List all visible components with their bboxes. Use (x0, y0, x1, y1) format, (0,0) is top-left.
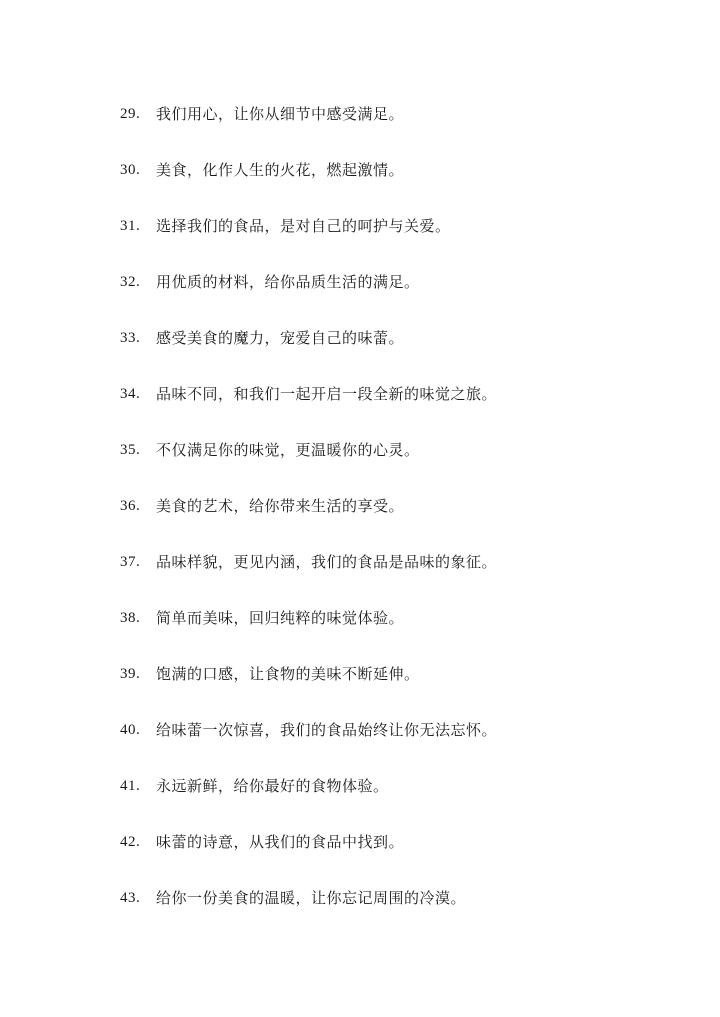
item-number: 37. (120, 554, 141, 570)
list-item (120, 478, 497, 534)
list-item (120, 310, 497, 366)
list-item (120, 870, 497, 926)
item-text: 我们用心，让你从细节中感受满足。 (156, 105, 405, 123)
item-number: 36. (120, 498, 141, 514)
item-text: 选择我们的食品，是对自己的呵护与关爱。 (156, 217, 451, 235)
list-item (120, 646, 497, 702)
item-text: 饱满的口感，让食物的美味不断延伸。 (156, 665, 420, 683)
list-item (120, 702, 497, 758)
list-item (120, 198, 497, 254)
item-number: 34. (120, 386, 141, 402)
list-item (120, 254, 497, 310)
item-text: 用优质的材料，给你品质生活的满足。 (156, 273, 420, 291)
item-number: 42. (120, 834, 141, 850)
list-item (120, 142, 497, 198)
list-item (120, 758, 497, 814)
item-number: 33. (120, 330, 141, 346)
item-text: 永远新鲜，给你最好的食物体验。 (156, 777, 389, 795)
item-number: 29. (120, 106, 141, 122)
list-item (120, 366, 497, 422)
item-text: 品味样貌，更见内涵，我们的食品是品味的象征。 (156, 553, 498, 571)
item-text: 感受美食的魔力，宠爱自己的味蕾。 (156, 329, 405, 347)
item-text: 不仅满足你的味觉，更温暖你的心灵。 (156, 441, 420, 459)
item-number: 35. (120, 442, 141, 458)
item-text: 美食的艺术，给你带来生活的享受。 (156, 497, 405, 515)
item-number: 38. (120, 610, 141, 626)
item-number: 31. (120, 218, 141, 234)
item-text: 味蕾的诗意，从我们的食品中找到。 (156, 833, 405, 851)
list-item (120, 422, 497, 478)
item-text: 美食，化作人生的火花，燃起激情。 (156, 161, 405, 179)
item-number: 40. (120, 722, 141, 738)
slogan-list (120, 86, 497, 926)
item-number: 30. (120, 162, 141, 178)
item-number: 39. (120, 666, 141, 682)
list-item (120, 86, 497, 142)
list-item (120, 534, 497, 590)
item-text: 给你一份美食的温暖，让你忘记周围的冷漠。 (156, 889, 467, 907)
list-item (120, 590, 497, 646)
item-text: 品味不同，和我们一起开启一段全新的味觉之旅。 (156, 385, 498, 403)
item-number: 32. (120, 274, 141, 290)
item-text: 简单而美味，回归纯粹的味觉体验。 (156, 609, 405, 627)
item-text: 给味蕾一次惊喜，我们的食品始终让你无法忘怀。 (156, 721, 498, 739)
item-number: 41. (120, 778, 141, 794)
item-number: 43. (120, 890, 141, 906)
list-item (120, 814, 497, 870)
